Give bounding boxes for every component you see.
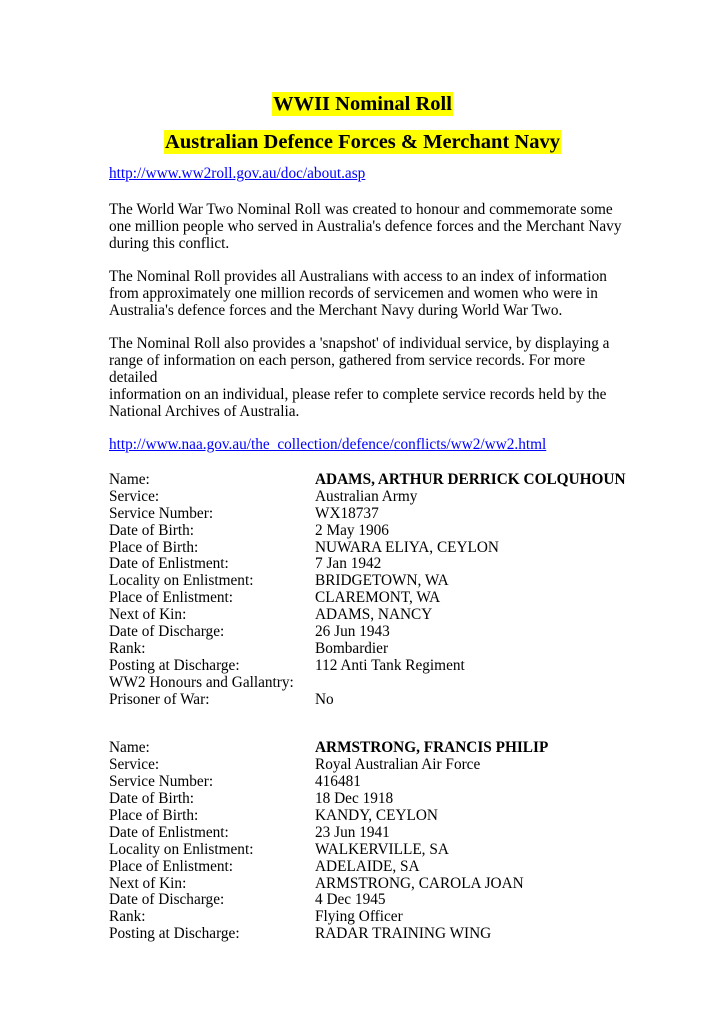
document-page	[109, 92, 629, 942]
field-value: 26 Jun 1943	[315, 623, 390, 641]
field-value: Royal Australian Air Force	[315, 756, 481, 774]
field-value: Bombardier	[315, 639, 389, 657]
subtitle-row	[0, 130, 725, 154]
paragraph-line: National Archives of Australia.	[109, 403, 300, 420]
field-value: KANDY, CEYLON	[315, 807, 438, 825]
field-value: ARMSTRONG, CAROLA JOAN	[315, 874, 524, 892]
field-value: No	[315, 690, 334, 708]
field-value: 416481	[315, 773, 361, 791]
field-value: NUWARA ELIYA, CEYLON	[315, 538, 499, 556]
paragraph-line: information on an individual, please refer to complete service records held by the	[109, 386, 607, 403]
paragraph-3	[109, 335, 629, 420]
field-label: Service:	[109, 756, 160, 774]
field-value: ADELAIDE, SA	[315, 857, 420, 875]
service-record	[109, 471, 629, 707]
field-label: Date of Enlistment:	[109, 823, 229, 841]
paragraph-line: one million people who served in Australia's defence forces and the Merchant Navy	[109, 218, 622, 235]
paragraph-line: during this conflict.	[109, 235, 230, 252]
field-value: RADAR TRAINING WING	[315, 925, 492, 943]
field-value: WX18737	[315, 504, 379, 522]
paragraph-line: Australia's defence forces and the Merchant Navy during World War Two.	[109, 302, 563, 319]
field-value: CLAREMONT, WA	[315, 589, 441, 607]
person-name: ADAMS, ARTHUR DERRICK COLQUHOUN	[315, 471, 626, 488]
about-link[interactable]: http://www.ww2roll.gov.au/doc/about.asp	[109, 165, 366, 182]
field-label: Posting at Discharge:	[109, 925, 240, 943]
field-label: Rank:	[109, 908, 146, 926]
field-label: Rank:	[109, 639, 146, 657]
field-label: Place of Enlistment:	[109, 589, 234, 607]
field-value: 2 May 1906	[315, 521, 389, 539]
paragraph-line: The World War Two Nominal Roll was created to honour and commemorate some	[109, 201, 613, 218]
field-label: Locality on Enlistment:	[109, 572, 254, 590]
field-value: Flying Officer	[315, 908, 403, 926]
service-record	[109, 739, 629, 942]
field-value: ADAMS, NANCY	[315, 606, 433, 624]
paragraph-line: The Nominal Roll provides all Australians with access to an index of information	[109, 268, 607, 285]
paragraph-2	[109, 268, 629, 319]
records-list	[109, 471, 629, 942]
person-name: ARMSTRONG, FRANCIS PHILIP	[315, 739, 549, 757]
field-label: Date of Birth:	[109, 790, 194, 808]
field-label: Prisoner of War:	[109, 690, 210, 708]
field-label: Date of Enlistment:	[109, 555, 229, 573]
field-label: Date of Birth:	[109, 521, 194, 539]
field-label: Place of Birth:	[109, 807, 199, 825]
field-label: WW2 Honours and Gallantry:	[109, 673, 294, 691]
naa-link[interactable]: http://www.naa.gov.au/the_collection/defence/conflicts/ww2/ww2.html	[109, 436, 547, 453]
field-value: 4 Dec 1945	[315, 891, 386, 909]
field-label: Name:	[109, 471, 150, 488]
field-label: Place of Birth:	[109, 538, 199, 556]
field-label: Date of Discharge:	[109, 623, 225, 641]
field-label: Date of Discharge:	[109, 891, 225, 909]
field-value: Australian Army	[315, 487, 418, 505]
field-value: BRIDGETOWN, WA	[315, 572, 449, 590]
paragraph-1	[109, 201, 629, 252]
page-subtitle: Australian Defence Forces & Merchant Navy	[165, 131, 560, 153]
field-label: Place of Enlistment:	[109, 857, 234, 875]
field-value: WALKERVILLE, SA	[315, 840, 449, 858]
title-row	[0, 92, 725, 116]
field-value: 7 Jan 1942	[315, 555, 382, 573]
field-value	[315, 674, 629, 691]
field-label: Locality on Enlistment:	[109, 840, 254, 858]
field-value: 23 Jun 1941	[315, 823, 390, 841]
paragraph-line: The Nominal Roll also provides a 'snapshot' of individual service, by displaying a	[109, 335, 610, 352]
field-label: Next of Kin:	[109, 606, 187, 624]
page-title: WWII Nominal Roll	[273, 93, 452, 115]
paragraph-line: range of information on each person, gathered from service records. For more detailed	[109, 352, 586, 386]
field-value: 112 Anti Tank Regiment	[315, 656, 465, 674]
field-label: Posting at Discharge:	[109, 656, 240, 674]
paragraph-line: from approximately one million records of servicemen and women who were in	[109, 285, 598, 302]
field-label: Next of Kin:	[109, 874, 187, 892]
field-label: Service Number:	[109, 504, 214, 522]
field-value: 18 Dec 1918	[315, 790, 394, 808]
field-label: Service Number:	[109, 773, 214, 791]
field-label: Service:	[109, 487, 160, 505]
field-label: Name:	[109, 739, 150, 757]
